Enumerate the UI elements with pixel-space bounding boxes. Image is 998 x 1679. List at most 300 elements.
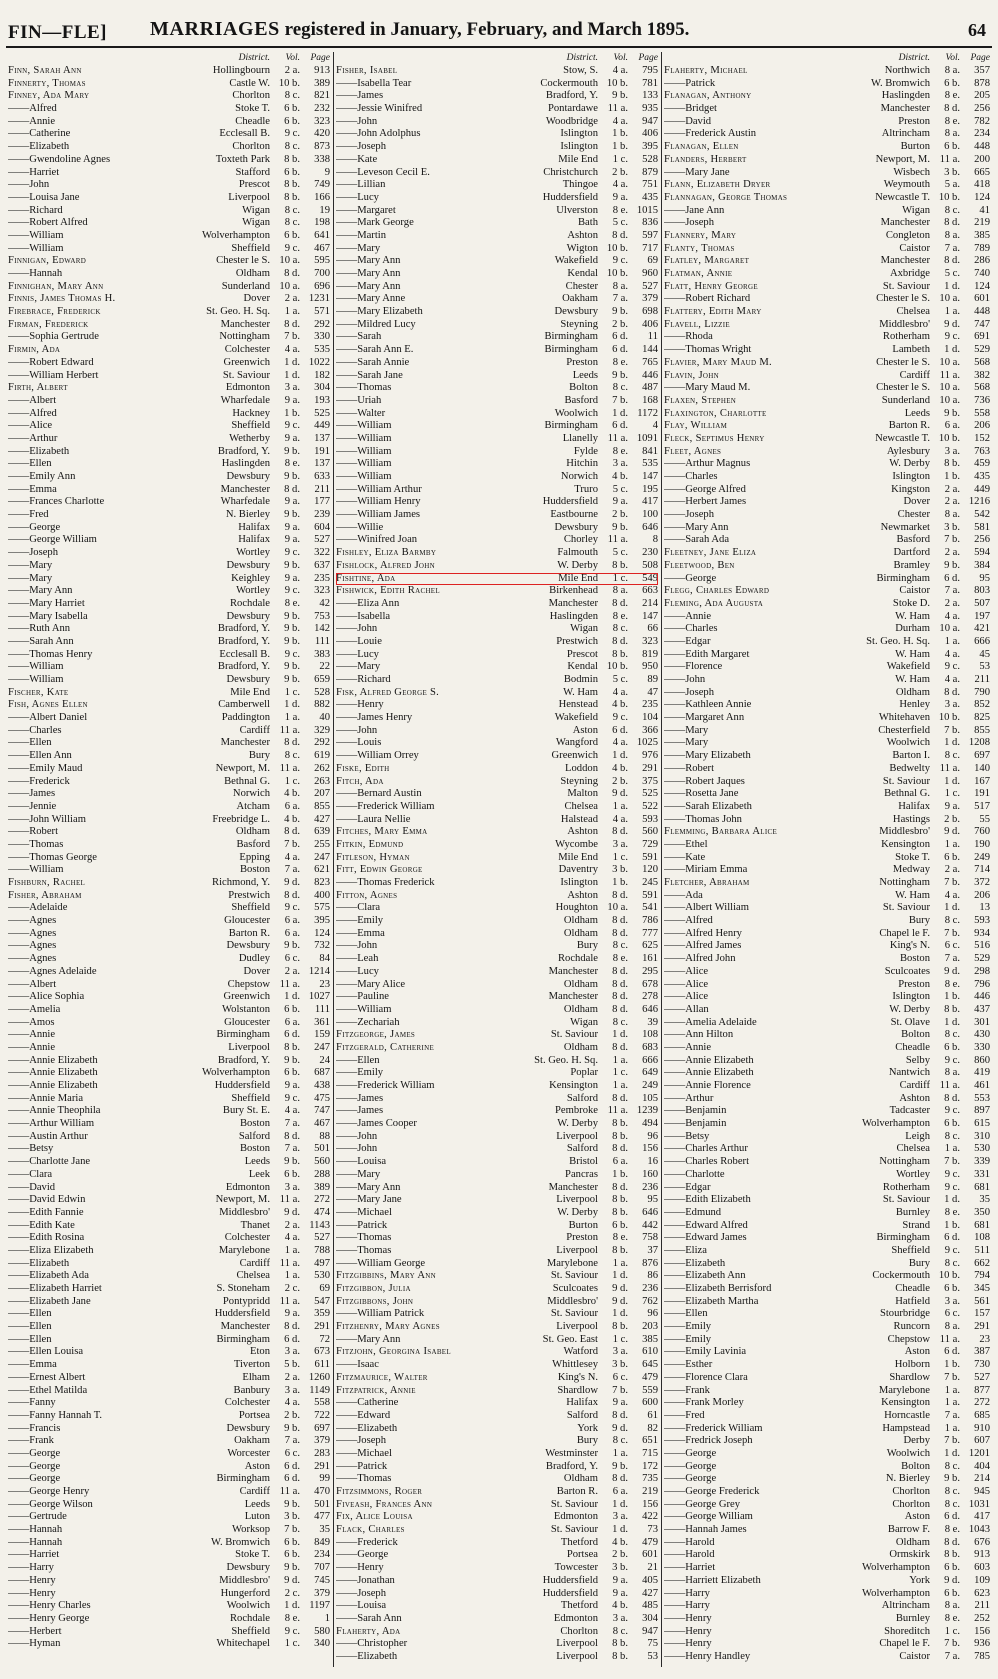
entry-volume: 6 d. — [612, 344, 628, 356]
entry-name: —— Mary Isabella — [8, 611, 150, 624]
entry-page: 395 — [642, 141, 658, 153]
entry-district: Steyning — [560, 775, 598, 787]
entry-page: 522 — [642, 800, 658, 812]
entry-name: —— Thomas — [8, 839, 150, 852]
entry-page: 100 — [642, 509, 658, 521]
entry-volume: 2 a. — [944, 597, 960, 609]
entry-page: 124 — [974, 280, 990, 292]
register-entry — [8, 776, 330, 789]
entry-district: Worksop — [232, 1524, 270, 1536]
entry-volume: 9 b. — [284, 661, 300, 673]
entry-name: —— Emma — [336, 928, 478, 941]
entry-name: —— Elizabeth Harriet — [8, 1283, 150, 1296]
entry-name: —— William George — [336, 1258, 478, 1271]
entry-page: 35 — [319, 1524, 330, 1536]
entry-page: 214 — [974, 1473, 990, 1485]
register-entry — [8, 408, 330, 421]
register-entry — [336, 255, 658, 268]
entry-page: 198 — [314, 217, 330, 229]
entry-district: Malton — [567, 788, 598, 800]
register-entry — [336, 1346, 658, 1359]
entry-page: 475 — [314, 1092, 330, 1104]
entry-page: 641 — [314, 229, 330, 241]
entry-volume: 6 b. — [944, 141, 960, 153]
register-entry — [336, 674, 658, 687]
register-entry — [8, 1397, 330, 1410]
register-entry — [8, 1283, 330, 1296]
entry-page: 633 — [314, 471, 330, 482]
entry-volume: 11 a. — [607, 432, 628, 444]
entry-district: Basford — [564, 394, 598, 406]
entry-name: —— Sarah Ada — [664, 534, 810, 547]
entry-name: —— Annie — [8, 1029, 150, 1042]
page-number: 64 — [968, 20, 986, 40]
entry-page: 42 — [319, 597, 330, 609]
entry-page: 200 — [974, 153, 990, 165]
entry-volume: 7 b. — [944, 534, 960, 546]
entry-page: 219 — [974, 217, 990, 229]
register-entry — [664, 1562, 990, 1575]
register-entry — [336, 852, 658, 865]
entry-name: Flatley, Margaret — [664, 255, 750, 267]
entry-district: Dewsbury — [226, 1562, 270, 1574]
entry-page: 53 — [979, 661, 990, 673]
entry-name: —— George Frederick — [664, 1486, 810, 1499]
entry-name: —— Adelaide — [8, 902, 150, 915]
register-entry — [8, 1511, 330, 1524]
register-entry — [8, 699, 330, 712]
register-entry — [664, 839, 990, 852]
register-entry — [664, 826, 990, 839]
entry-volume: 8 a. — [612, 585, 628, 597]
page-header — [6, 16, 992, 48]
entry-district: Shoreditch — [884, 1625, 930, 1637]
entry-volume: 11 a. — [279, 1486, 300, 1497]
register-entry — [336, 750, 658, 763]
register-entry — [8, 725, 330, 738]
entry-page: 459 — [974, 458, 990, 470]
entry-page: 430 — [974, 1029, 990, 1041]
entry-district: Axbridge — [889, 268, 930, 279]
entry-page: 272 — [314, 1194, 330, 1206]
entry-page: 666 — [642, 1054, 658, 1066]
entry-name: —— Edgar — [664, 1182, 810, 1195]
entry-name: Flanagan, Ellen — [664, 141, 739, 153]
entry-page: 781 — [642, 77, 658, 89]
entry-district: Edmonton — [225, 1181, 270, 1193]
entry-volume: 2 b. — [944, 813, 960, 825]
entry-name: —— Emily — [664, 1321, 810, 1334]
register-entry — [336, 1118, 658, 1131]
entry-name: —— Mary Maud M. — [664, 382, 810, 395]
entry-volume: 8 a. — [612, 280, 628, 292]
register-entry — [664, 1461, 990, 1474]
entry-district: Bradford, Y. — [545, 90, 598, 102]
entry-volume: 1 b. — [284, 407, 300, 419]
register-entry — [8, 1194, 330, 1207]
entry-volume: 1 a. — [944, 1384, 960, 1396]
entry-volume: 4 a. — [944, 889, 960, 901]
register-entry — [336, 1131, 658, 1144]
entry-page: 549 — [642, 572, 658, 584]
entry-name: —— Michael — [336, 1207, 478, 1220]
entry-district: Wisbech — [893, 166, 930, 178]
entry-volume: 8 b. — [612, 1638, 628, 1650]
entry-name: —— Margaret Ann — [664, 712, 810, 725]
register-entry — [336, 991, 658, 1004]
entry-page: 417 — [974, 1511, 990, 1523]
entry-page: 722 — [314, 1409, 330, 1421]
entry-page: 389 — [314, 77, 330, 89]
entry-district: Wigan — [242, 204, 270, 216]
entry-volume: 1 d. — [944, 280, 960, 292]
entry-page: 529 — [974, 344, 990, 356]
entry-volume: 2 a. — [284, 293, 300, 305]
entry-volume: 9 b. — [284, 623, 300, 635]
entry-district: Haslingden — [549, 610, 598, 622]
entry-page: 873 — [314, 141, 330, 153]
entry-name: —— George — [336, 1549, 478, 1562]
entry-name: Flannery, Mary — [664, 229, 737, 241]
entry-page: 86 — [647, 1270, 658, 1282]
register-entry — [664, 1537, 990, 1550]
entry-volume: 10 a. — [607, 902, 628, 914]
register-entry — [8, 217, 330, 230]
register-entry — [336, 966, 658, 979]
entry-page: 591 — [642, 851, 658, 863]
entry-district: Burnley — [895, 1612, 930, 1624]
entry-page: 819 — [642, 648, 658, 660]
entry-name: Finnighan, Mary Ann — [8, 280, 104, 292]
entry-name: —— William James — [336, 509, 478, 522]
entry-page: 323 — [314, 585, 330, 597]
entry-volume: 8 e. — [944, 115, 960, 127]
entry-name: —— Mary Ann — [336, 1182, 478, 1195]
entry-name: —— Joseph — [336, 1435, 478, 1448]
entry-district: Medway — [892, 864, 930, 876]
entry-name: Flack, Charles — [336, 1524, 405, 1536]
entry-volume: 9 b. — [612, 369, 628, 381]
entry-name: —— George Alfred — [664, 484, 810, 497]
register-entry — [336, 90, 658, 103]
entry-page: 427 — [314, 813, 330, 825]
entry-name: Flannagan, George Thomas — [664, 191, 788, 203]
entry-volume: 6 b. — [944, 1118, 960, 1130]
entry-district: Nantwich — [888, 1067, 930, 1079]
entry-page: 976 — [642, 750, 658, 762]
entry-volume: 1 c. — [944, 1625, 960, 1637]
entry-name: —— Ellen — [664, 1308, 810, 1321]
entry-page: 580 — [314, 1625, 330, 1637]
entry-district: Hollingbourn — [212, 65, 270, 76]
entry-name: —— Isaac — [336, 1359, 478, 1372]
register-entry — [336, 1270, 658, 1283]
entry-district: Woolwich — [886, 737, 930, 749]
entry-volume: 10 a. — [279, 280, 300, 292]
entry-volume: 10 a. — [939, 293, 960, 305]
entry-volume: 8 d. — [944, 217, 960, 229]
entry-name: —— Michael — [336, 1448, 478, 1461]
entry-volume: 8 e. — [612, 204, 628, 216]
entry-volume: 6 b. — [284, 1549, 300, 1561]
entry-name: —— David — [8, 1182, 150, 1195]
entry-volume: 9 d. — [612, 1295, 628, 1307]
entry-volume: 1 d. — [612, 1270, 628, 1282]
entry-page: 256 — [974, 534, 990, 546]
register-entry — [664, 179, 990, 192]
entry-volume: 10 b. — [606, 77, 628, 89]
entry-page: 47 — [647, 686, 658, 698]
register-entry — [336, 1194, 658, 1207]
register-entry — [336, 230, 658, 243]
entry-district: York — [909, 1574, 930, 1586]
entry-district: Huddersfield — [542, 191, 598, 203]
entry-name: —— Arthur William — [8, 1118, 150, 1131]
entry-page: 561 — [974, 1295, 990, 1307]
entry-name: Finney, Ada Mary — [8, 90, 90, 102]
entry-page: 541 — [642, 902, 658, 914]
entry-district: Wortley — [236, 547, 270, 559]
entry-page: 651 — [642, 1435, 658, 1447]
entry-volume: 9 c. — [944, 661, 960, 673]
entry-volume: 8 b. — [612, 559, 628, 571]
entry-name: —— John — [336, 1143, 478, 1156]
entry-page: 1015 — [636, 204, 658, 216]
entry-district: Prescot — [566, 648, 598, 660]
entry-volume: 9 d. — [944, 318, 960, 330]
entry-district: Islington — [560, 877, 598, 888]
entry-page: 41 — [979, 204, 990, 216]
entry-name: —— Thomas George — [8, 852, 150, 865]
entry-name: —— Ellen — [8, 458, 150, 471]
entry-page: 39 — [647, 1016, 658, 1028]
entry-name: Flavin, John — [664, 369, 719, 381]
entry-district: Nottingham — [879, 877, 930, 888]
entry-volume: 9 b. — [944, 1473, 960, 1485]
entry-page: 714 — [974, 864, 990, 876]
register-entry — [8, 852, 330, 865]
entry-district: Oldham — [563, 1041, 598, 1053]
entry-district: Wolverhampton — [202, 229, 270, 241]
entry-name: —— Fanny — [8, 1397, 150, 1410]
register-entry — [336, 382, 658, 395]
entry-volume: 8 b. — [612, 1244, 628, 1256]
entry-page: 786 — [642, 915, 658, 927]
entry-page: 82 — [647, 1422, 658, 1434]
register-entry — [664, 1359, 990, 1372]
entry-volume: 2 a. — [944, 864, 960, 876]
entry-volume: 2 c. — [284, 1587, 300, 1599]
entry-district: W. Derby — [557, 559, 598, 571]
entry-volume: 8 b. — [284, 1041, 300, 1053]
register-entry — [8, 788, 330, 801]
entry-name: —— Sarah — [336, 331, 478, 344]
register-entry — [336, 1004, 658, 1017]
entry-volume: 8 d. — [612, 965, 628, 977]
register-entry — [8, 1143, 330, 1156]
entry-district: Rotherham — [882, 331, 930, 343]
register-entry — [664, 699, 990, 712]
entry-name: —— William Arthur — [336, 484, 478, 497]
entry-page: 422 — [642, 1511, 658, 1523]
entry-name: —— William — [8, 674, 150, 687]
entry-volume: 1 a. — [944, 306, 960, 318]
entry-name: —— Charles Robert — [664, 1156, 810, 1169]
entry-page: 234 — [974, 128, 990, 140]
entry-page: 357 — [974, 65, 990, 76]
entry-name: —— Henry — [8, 1575, 150, 1588]
entry-page: 1043 — [968, 1524, 990, 1536]
entry-volume: 1 a. — [944, 1143, 960, 1155]
entry-page: 497 — [314, 1257, 330, 1269]
entry-district: Freebridge L. — [212, 813, 270, 825]
entry-district: Chester — [897, 509, 930, 521]
entry-district: W. Bromwich — [870, 77, 930, 89]
entry-page: 825 — [974, 712, 990, 724]
entry-district: Woolwich — [226, 1600, 270, 1612]
entry-page: 111 — [314, 635, 330, 647]
entry-district: Bethnal G. — [224, 775, 270, 787]
entry-page: 1031 — [968, 1498, 990, 1510]
entry-volume: 7 b. — [944, 1435, 960, 1447]
register-entry — [8, 1359, 330, 1372]
entry-volume: 8 d. — [612, 991, 628, 1003]
register-entry — [8, 1258, 330, 1271]
entry-district: Eton — [249, 1346, 270, 1358]
register-entry — [336, 1321, 658, 1334]
entry-volume: 8 d. — [612, 229, 628, 241]
entry-district: Manchester — [220, 318, 270, 330]
entry-name: —— Harriet — [664, 1562, 810, 1575]
entry-volume: 10 a. — [939, 623, 960, 635]
entry-district: Stafford — [235, 166, 270, 178]
entry-name: —— Louisa — [336, 1156, 478, 1169]
entry-volume: 9 b. — [284, 1422, 300, 1434]
entry-volume: 6 b. — [284, 1168, 300, 1180]
entry-volume: 4 a. — [944, 648, 960, 660]
register-entry — [664, 1346, 990, 1359]
entry-name: —— William — [8, 243, 150, 256]
register-entry — [8, 1067, 330, 1080]
entry-page: 96 — [647, 1308, 658, 1320]
entry-name: —— Thomas Wright — [664, 344, 810, 357]
register-entry — [8, 306, 330, 319]
entry-name: Fisher, Isabel — [336, 65, 398, 76]
entry-volume: 1 d. — [944, 737, 960, 749]
register-entry — [336, 1524, 658, 1537]
register-entry — [664, 1296, 990, 1309]
entry-volume: 3 b. — [612, 1359, 628, 1371]
entry-district: St. Saviour — [550, 1524, 598, 1536]
entry-page: 144 — [642, 344, 658, 356]
entry-page: 172 — [642, 1460, 658, 1472]
entry-district: Kensington — [881, 838, 930, 850]
entry-district: Horncastle — [884, 1409, 930, 1421]
register-entry — [8, 128, 330, 141]
entry-page: 467 — [314, 242, 330, 254]
entry-name: Fiveash, Frances Ann — [336, 1498, 433, 1510]
entry-volume: 9 b. — [284, 635, 300, 647]
entry-volume: 7 b. — [944, 927, 960, 939]
entry-district: Liverpool — [228, 1041, 270, 1053]
register-entry — [8, 636, 330, 649]
entry-name: —— Ellen — [8, 1334, 150, 1347]
entry-page: 9 — [324, 166, 330, 178]
entry-page: 777 — [642, 927, 658, 939]
entry-page: 235 — [314, 572, 330, 584]
entry-name: Flanders, Herbert — [664, 153, 747, 165]
register-entry — [664, 1435, 990, 1448]
entry-district: Ecclesall B. — [219, 648, 270, 660]
entry-district: Birmingham — [544, 331, 598, 343]
register-entry — [664, 281, 990, 294]
register-entry — [664, 649, 990, 662]
entry-page: 156 — [642, 1143, 658, 1155]
entry-district: York — [577, 1422, 598, 1434]
entry-name: —— Henry George — [8, 1613, 150, 1626]
entry-name: —— Agnes — [8, 928, 150, 941]
entry-name: —— Annie Florence — [664, 1080, 810, 1093]
entry-name: —— David Edwin — [8, 1194, 150, 1207]
entry-district: Oldham — [563, 1473, 598, 1485]
entry-district: Salford — [566, 1409, 598, 1421]
entry-page: 45 — [979, 648, 990, 660]
entry-volume: 4 b. — [612, 471, 628, 482]
entry-name: —— Gertrude — [8, 1511, 150, 1524]
entry-name: —— Hannah James — [664, 1524, 810, 1537]
register-entry — [336, 1029, 658, 1042]
entry-volume: 8 d. — [284, 318, 300, 330]
entry-name: —— Clara — [336, 902, 478, 915]
entry-page: 659 — [314, 674, 330, 685]
entry-district: Manchester — [548, 991, 598, 1003]
register-entry — [336, 699, 658, 712]
entry-page: 479 — [642, 1536, 658, 1548]
entry-page: 595 — [314, 255, 330, 267]
header-district: District. — [238, 53, 270, 63]
entry-page: 527 — [314, 534, 330, 546]
entry-name: —— Edith Fannie — [8, 1207, 150, 1220]
register-entry — [664, 141, 990, 154]
entry-volume: 11 a. — [939, 762, 960, 774]
entry-page: 95 — [979, 572, 990, 584]
entry-volume: 1 c. — [612, 153, 628, 165]
register-entry — [8, 547, 330, 560]
entry-volume: 6 d. — [284, 1029, 300, 1041]
entry-page: 207 — [314, 788, 330, 800]
register-entry — [8, 1296, 330, 1309]
entry-district: Manchester — [548, 597, 598, 609]
entry-page: 234 — [314, 1549, 330, 1561]
entry-volume: 5 c. — [612, 483, 628, 495]
entry-page: 494 — [642, 1118, 658, 1130]
register-entry — [664, 496, 990, 509]
entry-district: Kendal — [567, 661, 598, 673]
entry-page: 782 — [974, 115, 990, 127]
register-entry — [664, 116, 990, 129]
register-entry — [664, 395, 990, 408]
entry-page: 947 — [642, 115, 658, 127]
entry-district: Birmingham — [216, 1333, 270, 1345]
entry-name: Finnigan, Edward — [8, 255, 87, 267]
entry-page: 286 — [974, 255, 990, 267]
entry-page: 8 — [652, 534, 658, 546]
column-2 — [336, 52, 658, 1667]
entry-volume: 8 c. — [284, 141, 300, 153]
entry-volume: 8 c. — [284, 90, 300, 102]
entry-page: 678 — [642, 978, 658, 990]
entry-page: 197 — [974, 610, 990, 622]
